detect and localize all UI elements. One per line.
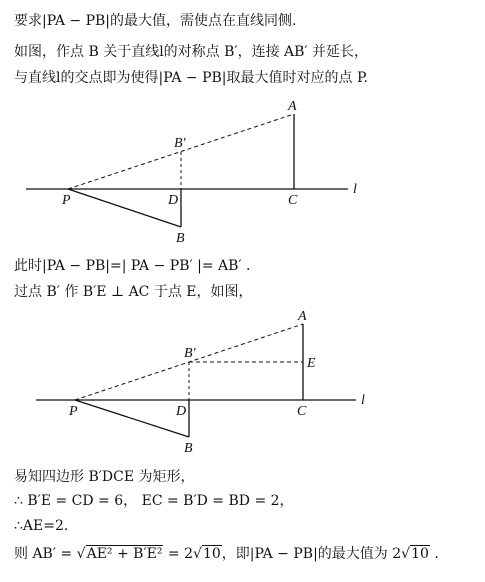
fig2-segment-pb <box>75 400 189 437</box>
radicand-3: 10 <box>411 546 429 562</box>
fig2-label-b: B <box>184 441 193 456</box>
fig1-label-a: A <box>288 99 297 114</box>
fig1-segment-pb <box>68 189 181 227</box>
fig1-label-l: l <box>353 182 357 197</box>
text-line-1: 要求|PA − PB|的最大值，需使点在直线同侧. <box>14 13 297 29</box>
figure-2-diagram <box>0 305 485 465</box>
fig2-label-c: C <box>297 404 307 419</box>
text-line-8: ∴AE=2. <box>14 518 69 534</box>
figure-1-diagram <box>0 95 485 255</box>
text-line-5: 过点 B′ 作 B′E ⊥ AC 于点 E，如图， <box>14 284 253 300</box>
fig2-label-d: D <box>176 404 187 419</box>
text-line-6: 易知四边形 B′DCE 为矩形， <box>14 469 195 485</box>
sqrt-sign-1: √ <box>76 546 86 562</box>
sqrt-sign-2: √ <box>193 546 202 562</box>
fig1-label-b1: B′ <box>174 136 186 151</box>
fig2-label-a: A <box>298 309 307 324</box>
text-line-3: 与直线l的交点即为使得|PA − PB|取最大值时对应的点 P. <box>14 70 368 86</box>
fig1-label-b: B <box>176 231 185 246</box>
fig2-label-p: P <box>69 404 78 419</box>
radicand-2: 10 <box>202 546 221 562</box>
text-line-4: 此时|PA − PB|=| PA − PB′ |= AB′ . <box>14 258 251 274</box>
fig2-label-l: l <box>361 393 365 408</box>
fig1-label-p: P <box>62 193 71 208</box>
line9-part-d: . <box>429 546 439 562</box>
line9-part-c: ，即|PA − PB|的最大值为 2 <box>221 546 402 562</box>
fig2-label-e: E <box>307 356 316 371</box>
text-line-7: ∴ B′E = CD = 6， EC = B′D = BD = 2， <box>14 493 294 509</box>
text-line-9 <box>14 545 439 563</box>
fig1-label-c: C <box>288 193 298 208</box>
sqrt-sign-3: √ <box>401 546 411 562</box>
text-line-2: 如图，作点 B 关于直线l的对称点 B′，连接 AB′ 并延长， <box>14 44 369 60</box>
line9-part-a: 则 AB′ = <box>14 546 77 562</box>
line9-part-b: = 2 <box>163 546 194 562</box>
fig2-label-b1: B′ <box>184 346 196 361</box>
radicand-1: AE² + B′E² <box>86 546 163 562</box>
fig1-label-d: D <box>168 193 179 208</box>
